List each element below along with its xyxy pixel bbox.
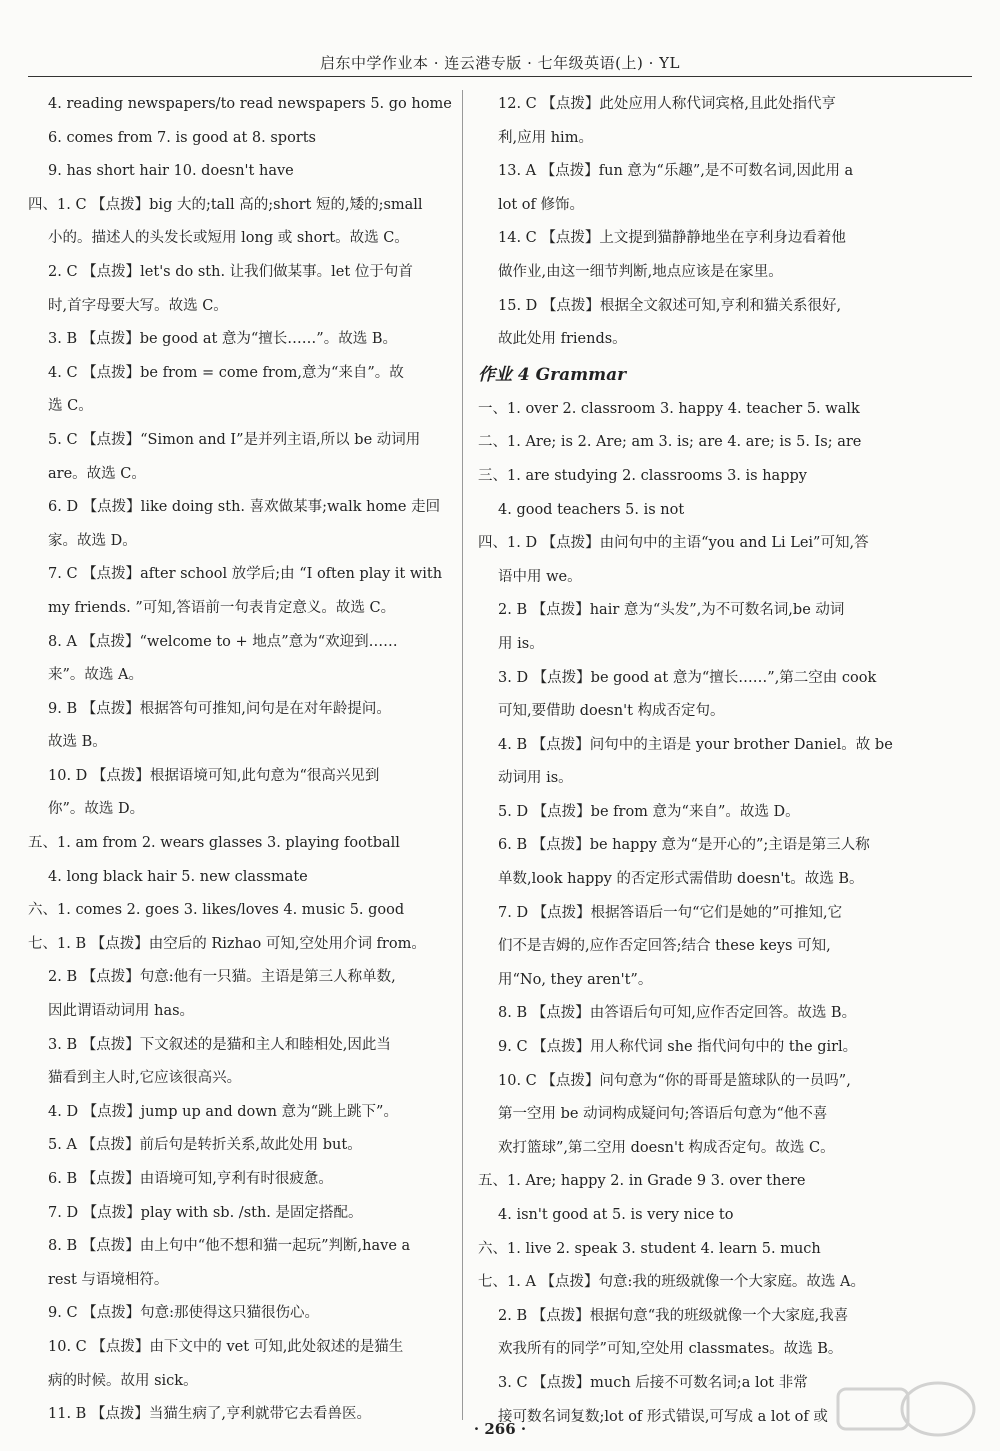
text-line: 利,应用 him。 [498,129,593,146]
text-line: 故此处用 friends。 [498,331,627,348]
text-line: 10. C 【点拨】问句意为“你的哥哥是篮球队的一员吗”, [498,1072,851,1089]
text-line: 单数,look happy 的否定形式需借助 doesn't。故选 B。 [498,871,864,888]
text-line: 10. C 【点拨】由下文中的 vet 可知,此处叙述的是猫生 [48,1338,404,1355]
text-line: 6. B 【点拨】be happy 意为“是开心的”;主语是第三人称 [498,837,870,854]
page-header: 启东中学作业本 · 连云港专版 · 七年级英语(上) · YL [320,54,680,72]
text-line: 做作业,由这一细节判断,地点应该是在家里。 [498,263,783,280]
text-line: 5. C 【点拨】“Simon and I”是并列主语,所以 be 动词用 [48,431,421,448]
text-line: 二、1. Are; is 2. Are; am 3. is; are 4. are; is 5. Is; are [478,434,862,451]
text-line: 三、1. are studying 2. classrooms 3. is happy [478,467,807,484]
text-line: 8. B 【点拨】由上句中“他不想和猫一起玩”判断,have a [48,1238,411,1255]
text-line: 9. C 【点拨】句意:那使得这只猫很伤心。 [48,1305,320,1322]
text-line: 13. A 【点拨】fun 意为“乐趣”,是不可数名词,因此用 a [498,163,854,180]
text-line: are。故选 C。 [48,465,146,482]
text-line: 选 C。 [48,398,93,415]
text-line: 病的时候。故用 sick。 [48,1372,198,1389]
text-line: 们不是吉姆的,应作否定回答;结合 these keys 可知, [498,938,831,955]
header-rule [28,76,972,77]
text-line: 4. C 【点拨】be from = come from,意为“来自”。故 [48,364,404,381]
text-line: 用“No, they aren't”。 [498,971,653,988]
text-line: 用 is。 [498,635,544,652]
text-line: 7. D 【点拨】play with sb. /sth. 是固定搭配。 [48,1204,363,1221]
text-line: 6. D 【点拨】like doing sth. 喜欢做某事;walk home 走回 [48,499,441,516]
right-column [478,88,942,1434]
text-line: 可知,要借助 doesn't 构成否定句。 [498,703,725,720]
text-line: 10. D 【点拨】根据语境可知,此句意为“很高兴见到 [48,767,380,784]
text-line: 四、1. C 【点拨】big 大的;tall 高的;short 短的,矮的;small [28,196,423,213]
text-line: 动词用 is。 [498,770,573,787]
text-line: 小的。描述人的头发长或短用 long 或 short。故选 C。 [48,230,409,247]
text-line: 6. B 【点拨】由语境可知,亨利有时很疲惫。 [48,1171,333,1187]
text-line: 猫看到主人时,它应该很高兴。 [48,1070,242,1087]
text-line: 2. B 【点拨】句意:他有一只猫。主语是第三人称单数, [48,969,396,986]
text-line: 12. C 【点拨】此处应用人称代词宾格,且此处指代亨 [498,96,836,112]
text-line: 9. C 【点拨】用人称代词 she 指代问句中的 the girl。 [498,1039,858,1056]
text-line: 四、1. D 【点拨】由问句中的主语“you and Li Lei”可知,答 [478,535,869,552]
text-line: 3. B 【点拨】be good at 意为“擅长……”。故选 B。 [48,331,397,348]
text-line: 故选 B。 [48,734,107,751]
text-line: 5. A 【点拨】前后句是转折关系,故此处用 but。 [48,1137,362,1154]
text-line: 11. B 【点拨】当猫生病了,亨利就带它去看兽医。 [48,1406,372,1423]
text-line: rest 与语境相符。 [48,1271,169,1288]
text-line: 欢打篮球”,第二空用 doesn't 构成否定句。故选 C。 [498,1139,835,1156]
text-line: 4. reading newspapers/to read newspapers 5. go home [48,96,452,112]
text-line: 8. A 【点拨】“welcome to + 地点”意为“欢迎到…… [48,633,398,650]
text-line: lot of 修饰。 [498,196,585,213]
text-line: 一、1. over 2. classroom 3. happy 4. teacher 5. walk [478,400,860,417]
text-line: 五、1. am from 2. wears glasses 3. playing football [28,835,400,852]
text-line: 来”。故选 A。 [48,667,143,684]
text-line: 3. D 【点拨】be good at 意为“擅长……”,第二空由 cook [498,669,877,686]
text-line: my friends. ”可知,答语前一句表肯定意义。故选 C。 [48,599,396,616]
text-line: 五、1. Are; happy 2. in Grade 9 3. over there [478,1173,806,1190]
text-line: 2. B 【点拨】根据句意“我的班级就像一个大家庭,我喜 [498,1307,849,1324]
text-line: 语中用 we。 [498,568,582,585]
text-line: 七、1. B 【点拨】由空后的 Rizhao 可知,空处用介词 from。 [28,935,426,952]
left-column [28,88,452,1432]
text-line: 15. D 【点拨】根据全文叙述可知,亨利和猫关系很好, [498,297,842,314]
text-line: 6. comes from 7. is good at 8. sports [48,129,317,146]
text-line: 2. B 【点拨】hair 意为“头发”,为不可数名词,be 动词 [498,602,845,619]
text-line: 9. B 【点拨】根据答句可推知,问句是在对年龄提问。 [48,700,391,717]
text-line: 14. C 【点拨】上文提到猫静静地坐在亨利身边看着他 [498,230,846,247]
text-line: 4. good teachers 5. is not [498,501,685,518]
text-line: 2. C 【点拨】let's do sth. 让我们做某事。let 位于句首 [48,263,413,280]
text-line: 欢我所有的同学”可知,空处用 classmates。故选 B。 [498,1341,843,1358]
text-line: 时,首字母要大写。故选 C。 [48,297,228,314]
text-line: 因此谓语动词用 has。 [48,1003,195,1020]
page-number: · 266 · [473,1420,527,1438]
text-line: 六、1. live 2. speak 3. student 4. learn 5. much [478,1240,821,1257]
text-line: 3. C 【点拨】much 后接不可数名词;a lot 非常 [498,1374,808,1391]
text-line: 5. D 【点拨】be from 意为“来自”。故选 D。 [498,803,800,820]
text-line: 你”。故选 D。 [48,801,145,818]
text-line: 4. isn't good at 5. is very nice to [498,1207,734,1223]
text-line: 9. has short hair 10. doesn't have [48,163,294,180]
text-line: 4. B 【点拨】问句中的主语是 your brother Daniel。故 be [498,736,893,753]
text-line: 接可数名词复数;lot of 形式错误,可写成 a lot of 或 [498,1408,828,1425]
text-line: 家。故选 D。 [48,532,137,549]
text-line: 第一空用 be 动词构成疑问句;答语后句意为“他不喜 [498,1106,828,1123]
text-line: 7. C 【点拨】after school 放学后;由 “I often play it with [48,566,443,583]
text-line: 3. B 【点拨】下文叙述的是猫和主人和睦相处,因此当 [48,1036,391,1053]
watermark-logo-icon [828,1379,978,1439]
text-line: 4. long black hair 5. new classmate [48,868,308,885]
column-divider [462,90,463,1420]
text-line: 六、1. comes 2. goes 3. likes/loves 4. music 5. good [28,902,405,919]
section-title: 作业 4 Grammar [478,364,627,385]
text-line: 8. B 【点拨】由答语后句可知,应作否定回答。故选 B。 [498,1005,857,1022]
text-line: 七、1. A 【点拨】句意:我的班级就像一个大家庭。故选 A。 [478,1274,865,1291]
text-line: 4. D 【点拨】jump up and down 意为“跳上跳下”。 [48,1103,398,1120]
text-line: 7. D 【点拨】根据答语后一句“它们是她的”可推知,它 [498,904,843,921]
